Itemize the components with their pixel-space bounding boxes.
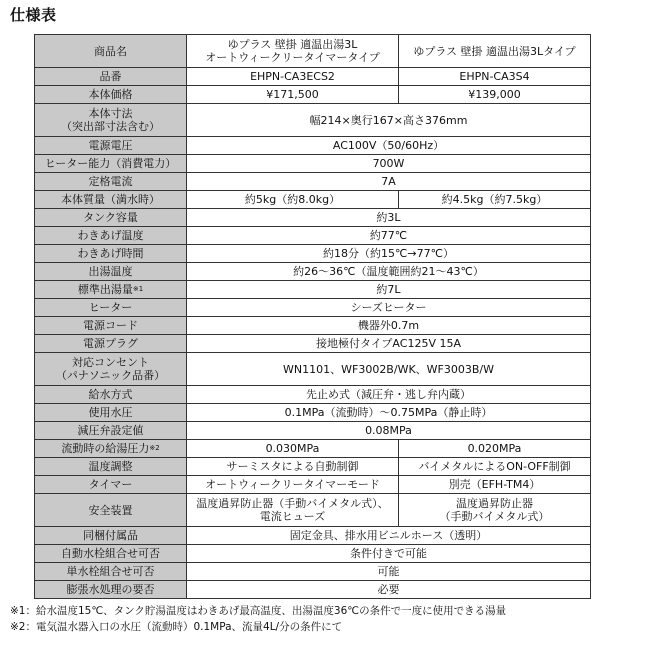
model1-value: 0.030MPa [187,440,399,458]
row-label [35,104,187,137]
shared-value: 固定金具、排水用ビニルホース（透明） [187,527,591,545]
model1-name-line1: ゆプラス 壁掛 適温出湯3L [227,38,358,51]
shared-value: 700W [187,155,591,173]
product-name-label: 商品名 [35,35,187,68]
model2-value [399,494,591,527]
row-label: ヒーター能力（消費電力） [35,155,187,173]
shared-value: 幅214×奥行167×高さ376mm [187,104,591,137]
row-label-line2: （パナソニック品番） [55,369,166,382]
shared-value: 約26～36℃（温度範囲約21～43℃） [187,263,591,281]
table-row [35,458,591,476]
model1-value: ¥171,500 [187,86,399,104]
shared-value: シーズヒーター [187,299,591,317]
shared-value: 7A [187,173,591,191]
row-label-line2: （突出部寸法含む） [61,120,160,133]
row-label: ヒーター [35,299,187,317]
model1-name-line2: オートウィークリータイマータイプ [205,51,380,64]
row-label: 単水栓組合せ可否 [35,563,187,581]
model1-value: オートウィークリータイマーモード [187,476,399,494]
page-title: 仕様表 [10,6,57,24]
table-row [35,104,591,137]
value-line2: （手動バイメタル式） [439,510,550,523]
shared-value: 可能 [187,563,591,581]
table-row [35,527,591,545]
row-label: 出湯温度 [35,263,187,281]
row-label: 安全装置 [35,494,187,527]
row-label: 減圧弁設定値 [35,422,187,440]
shared-value: 機器外0.7m [187,317,591,335]
row-label: わきあげ時間 [35,245,187,263]
table-row [35,317,591,335]
row-label: 電源電圧 [35,137,187,155]
table-row [35,353,591,386]
model1-value [187,494,399,527]
model1-value: 約5kg（約8.0kg） [187,191,399,209]
model2-value: ¥139,000 [399,86,591,104]
value-line2: 電流ヒューズ [259,510,326,523]
row-label: 使用水圧 [35,404,187,422]
table-row [35,335,591,353]
model1-value: サーミスタによる自動制御 [187,458,399,476]
shared-value: 条件付きで可能 [187,545,591,563]
row-label-text: 標準出湯量 [77,283,133,296]
row-label [35,281,187,299]
spec-table [34,34,591,599]
shared-value: WN1101、WF3002B/WK、WF3003B/W [187,353,591,386]
shared-value: 接地極付タイプAC125V 15A [187,335,591,353]
table-row [35,281,591,299]
table-header-row [35,35,591,68]
table-row [35,386,591,404]
model2-name-header: ゆプラス 壁掛 適温出湯3Lタイプ [399,35,591,68]
shared-value: 0.1MPa（流動時）～0.75MPa（静止時） [187,404,591,422]
shared-value: 必要 [187,581,591,599]
row-label: 自動水栓組合せ可否 [35,545,187,563]
row-label: 同梱付属品 [35,527,187,545]
table-row [35,563,591,581]
shared-value: 約7L [187,281,591,299]
row-label: 温度調整 [35,458,187,476]
model2-value: バイメタルによるON-OFF制御 [399,458,591,476]
row-label: 本体価格 [35,86,187,104]
table-row [35,581,591,599]
table-row [35,155,591,173]
row-label: タイマー [35,476,187,494]
row-label [35,440,187,458]
footnote-1: ※1：給水温度15℃、タンク貯湯温度はわきあげ最高温度、出湯温度36℃の条件で一度に使用できる湯量 [10,605,507,617]
table-row [35,545,591,563]
row-label: 定格電流 [35,173,187,191]
shared-value: 先止め式（減圧弁・逃し弁内蔵） [187,386,591,404]
footnote-marker: ※1 [132,285,144,293]
row-label-line1: 対応コンセント [72,356,149,369]
row-label: 本体質量（満水時） [35,191,187,209]
table-row [35,263,591,281]
table-row [35,173,591,191]
row-label: タンク容量 [35,209,187,227]
value-line1: 温度過昇防止器（手動バイメタル式）、 [196,497,389,510]
shared-value: 約77℃ [187,227,591,245]
table-row [35,191,591,209]
model2-value: 約4.5kg（約7.5kg） [399,191,591,209]
footnote-marker: ※2 [149,444,160,452]
row-label: 品番 [35,68,187,86]
table-row [35,404,591,422]
row-label-text: 流動時の給湯圧力 [61,442,150,455]
value-line1: 温度過昇防止器 [456,497,533,510]
row-label: 電源プラグ [35,335,187,353]
row-label: わきあげ温度 [35,227,187,245]
model2-value: 別売（EFH-TM4） [399,476,591,494]
footnotes [10,603,640,635]
table-row [35,476,591,494]
table-row [35,494,591,527]
shared-value: 約18分（約15℃→77℃） [187,245,591,263]
shared-value: AC100V（50/60Hz） [187,137,591,155]
table-row [35,209,591,227]
row-label-line1: 本体寸法 [88,107,133,120]
table-row [35,440,591,458]
table-row [35,299,591,317]
row-label: 膨張水処理の要否 [35,581,187,599]
table-row [35,227,591,245]
row-label [35,353,187,386]
shared-value: 0.08MPa [187,422,591,440]
table-row [35,68,591,86]
table-row [35,245,591,263]
table-row [35,422,591,440]
shared-value: 約3L [187,209,591,227]
row-label: 電源コード [35,317,187,335]
footnote-2: ※2：電気温水器入口の水圧（流動時）0.1MPa、流量4L/分の条件にて [10,621,343,633]
model1-name-header [187,35,399,68]
model1-value: EHPN-CA3ECS2 [187,68,399,86]
model2-value: 0.020MPa [399,440,591,458]
model2-value: EHPN-CA3S4 [399,68,591,86]
table-row [35,86,591,104]
row-label: 給水方式 [35,386,187,404]
table-row [35,137,591,155]
